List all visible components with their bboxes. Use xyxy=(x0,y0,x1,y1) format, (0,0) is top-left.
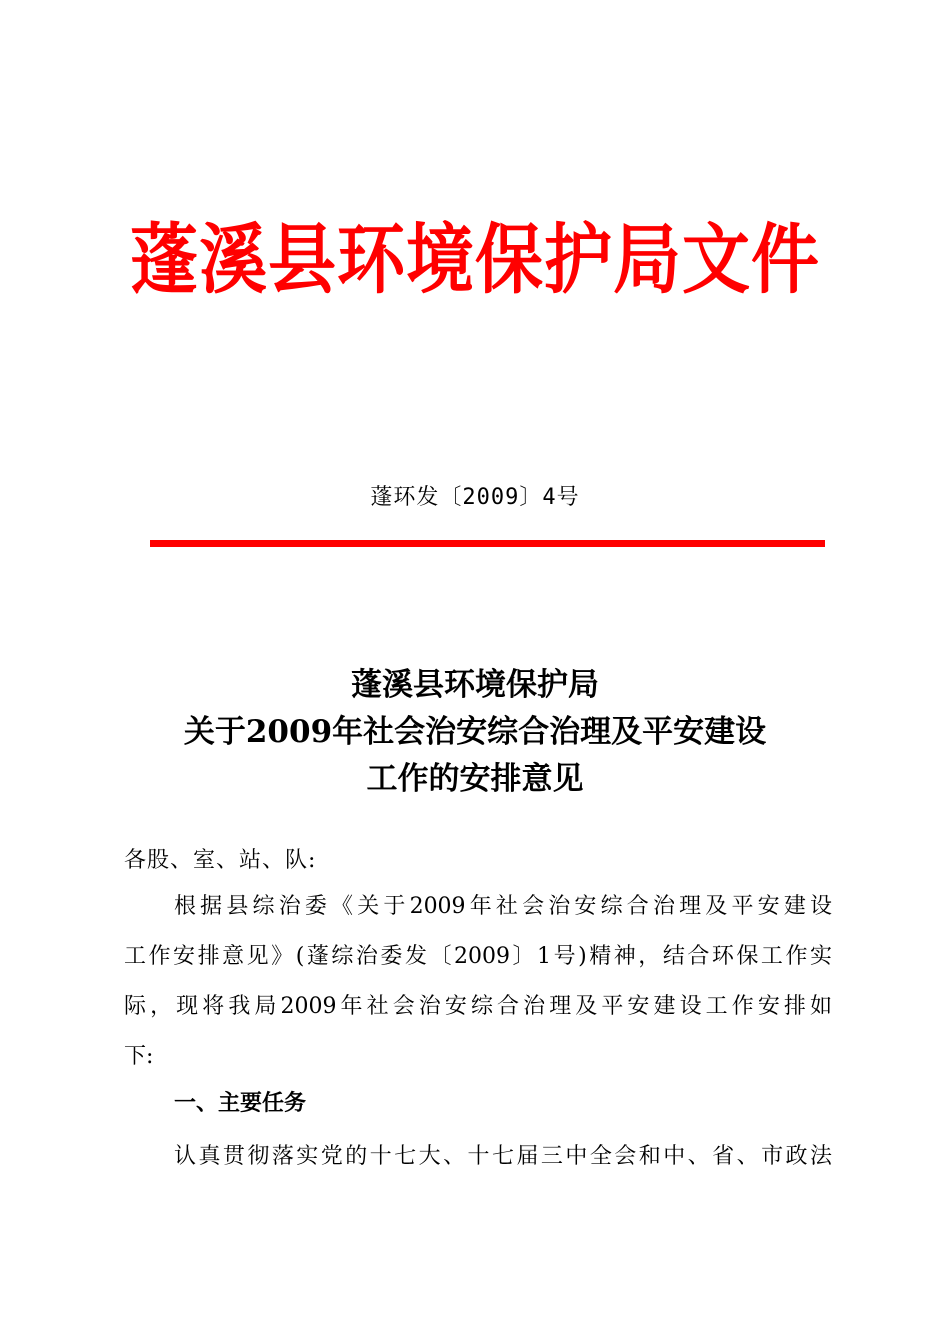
paragraph-line: 工作安排意见》(蓬综治委发〔2009〕1号)精神，结合环保工作实 xyxy=(124,944,832,969)
document-title-line-1: 蓬溪县环境保护局 xyxy=(351,667,599,703)
paragraph-line: 际，现将我局2009年社会治安综合治理及平安建设工作安排如 xyxy=(124,994,832,1019)
salutation: 各股、室、站、队: xyxy=(124,848,317,873)
red-separator-line xyxy=(150,540,825,547)
paragraph-line: 根据县综治委《关于2009年社会治安综合治理及平安建设 xyxy=(174,894,832,919)
section-heading-main-tasks: 一、主要任务 xyxy=(174,1091,307,1116)
paragraph-line: 认真贯彻落实党的十七大、十七届三中全会和中、省、市政法 xyxy=(174,1144,832,1169)
paragraph-intro xyxy=(124,882,832,1082)
document-title-line-3: 工作的安排意见 xyxy=(366,761,584,797)
document-title xyxy=(0,662,950,803)
paragraph-line: 下: xyxy=(124,1044,154,1069)
paragraph-main-tasks xyxy=(124,1132,832,1182)
document-header-title: 蓬溪县环境保护局文件 xyxy=(129,215,820,305)
document-title-line-2: 关于2009年社会治安综合治理及平安建设 xyxy=(183,714,767,750)
document-number: 蓬环发〔2009〕4号 xyxy=(370,485,580,510)
